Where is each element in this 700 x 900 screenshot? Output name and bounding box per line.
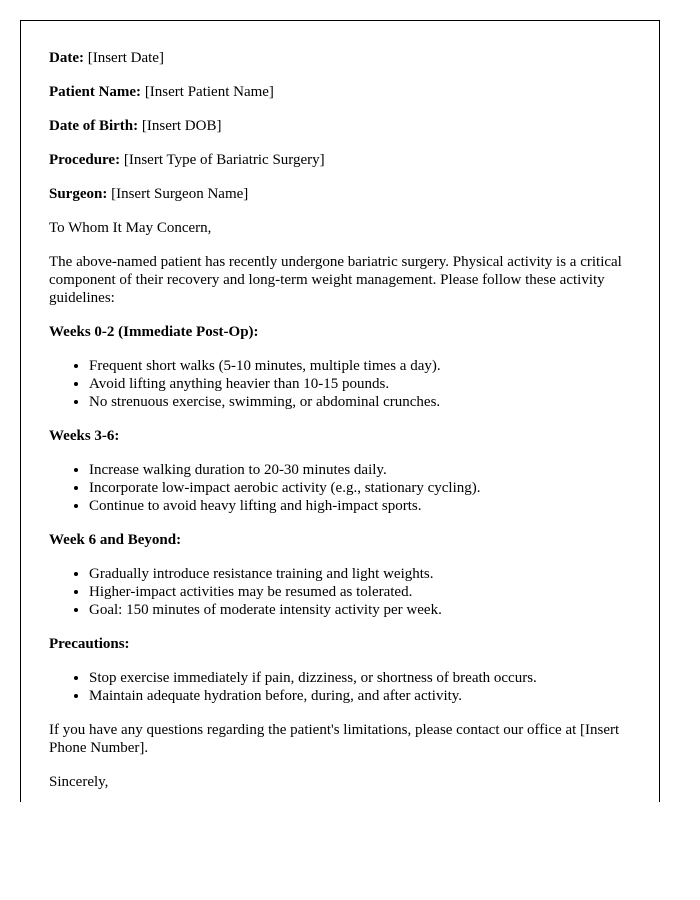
field-patient-name bbox=[49, 83, 631, 101]
salutation: To Whom It May Concern, bbox=[49, 220, 212, 236]
list-item: • Frequent short walks (5-10 minutes, multiple times a day). bbox=[89, 357, 631, 375]
field-label: Surgeon: bbox=[49, 186, 108, 202]
guideline-list bbox=[49, 357, 631, 411]
list-item: • Incorporate low-impact aerobic activity (e.g., stationary cycling). bbox=[89, 479, 631, 497]
list-item: • Higher-impact activities may be resumed as tolerated. bbox=[89, 583, 631, 601]
list-item: • No strenuous exercise, swimming, or abdominal crunches. bbox=[89, 393, 631, 411]
field-date bbox=[49, 49, 631, 67]
field-value: [Insert Date] bbox=[83, 50, 164, 66]
guideline-list bbox=[49, 461, 631, 515]
field-label: Patient Name: bbox=[49, 84, 142, 100]
intro-paragraph: The above-named patient has recently undergone bariatric surgery. Physical activity is a critical component of their recovery and long-term weight management. Please follow these activity guidelines: bbox=[49, 254, 622, 306]
field-label: Procedure: bbox=[49, 152, 121, 168]
sign-off: Sincerely, bbox=[49, 774, 109, 790]
field-label: Date of Birth: bbox=[49, 118, 139, 134]
letter-page bbox=[20, 20, 660, 802]
field-value: [Insert Patient Name] bbox=[141, 84, 274, 100]
field-surgeon bbox=[49, 185, 631, 203]
list-item: • Increase walking duration to 20-30 minutes daily. bbox=[89, 461, 631, 479]
field-value: [Insert DOB] bbox=[138, 118, 222, 134]
guideline-list bbox=[49, 565, 631, 619]
field-value: [Insert Type of Bariatric Surgery] bbox=[120, 152, 325, 168]
field-procedure bbox=[49, 151, 631, 169]
list-item: • Stop exercise immediately if pain, dizziness, or shortness of breath occurs. bbox=[89, 669, 631, 687]
section-heading: Week 6 and Beyond: bbox=[49, 532, 182, 548]
field-value: [Insert Surgeon Name] bbox=[107, 186, 249, 202]
section-heading: Precautions: bbox=[49, 636, 130, 652]
list-item: • Continue to avoid heavy lifting and high-impact sports. bbox=[89, 497, 631, 515]
section-heading: Weeks 3-6: bbox=[49, 428, 120, 444]
list-item: • Goal: 150 minutes of moderate intensity activity per week. bbox=[89, 601, 631, 619]
guideline-list bbox=[49, 669, 631, 705]
section-heading: Weeks 0-2 (Immediate Post-Op): bbox=[49, 324, 259, 340]
field-date-of-birth bbox=[49, 117, 631, 135]
list-item: • Avoid lifting anything heavier than 10-15 pounds. bbox=[89, 375, 631, 393]
closing-paragraph: If you have any questions regarding the patient's limitations, please contact our office at [Insert Phone Number]. bbox=[49, 722, 620, 756]
list-item: • Maintain adequate hydration before, during, and after activity. bbox=[89, 687, 631, 705]
list-item: • Gradually introduce resistance training and light weights. bbox=[89, 565, 631, 583]
field-label: Date: bbox=[49, 50, 84, 66]
